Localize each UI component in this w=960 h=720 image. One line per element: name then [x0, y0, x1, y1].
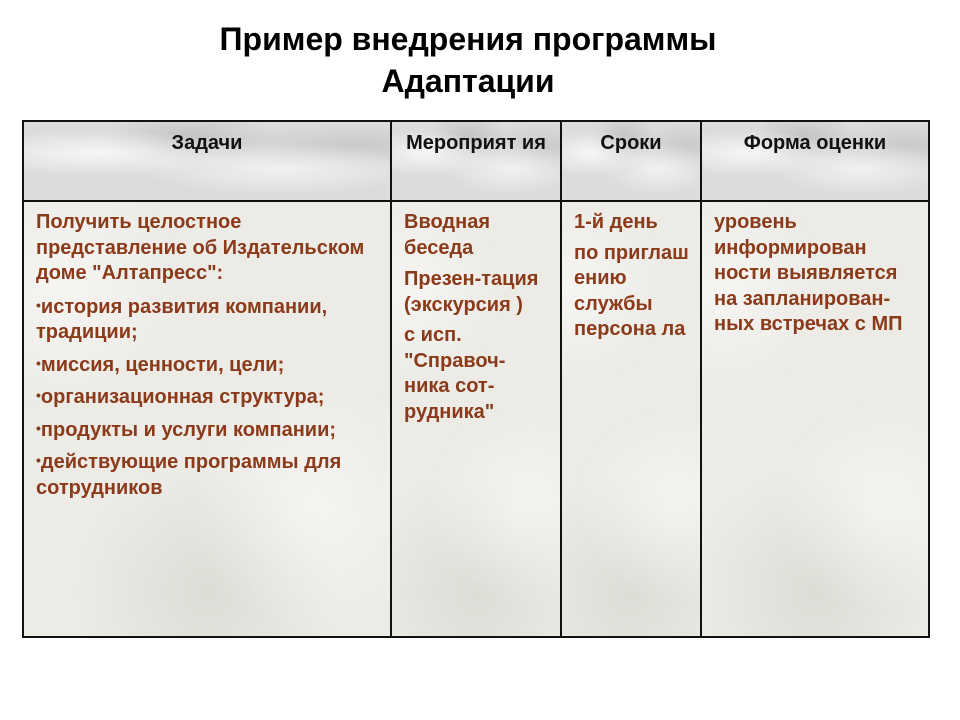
events-item-3: с исп. "Справоч-ника сот-рудника" [404, 324, 506, 423]
title-line-1: Пример внедрения программы [219, 21, 717, 57]
bullet-icon: • [36, 387, 41, 403]
bullet-text: продукты и услуги компании; [40, 418, 337, 441]
header-events [391, 121, 561, 201]
list-item [36, 448, 380, 501]
bullet-text: история развития компании, традиции; [36, 295, 328, 343]
adaptation-table [22, 120, 930, 638]
cell-terms [561, 201, 701, 637]
bullet-icon: • [36, 419, 41, 436]
header-terms: Сроки [561, 121, 701, 201]
assessment-text: уровень информирован ности выявляется на запланирован-ных встречах с МП [714, 211, 903, 335]
list-item [36, 383, 380, 411]
header-tasks: Задачи [23, 121, 391, 201]
cell-events [391, 201, 561, 637]
bullet-text: действующие программы для сотрудников [36, 451, 342, 499]
tasks-intro: Получить целостное представление об Издательском доме "Алтапресс": [36, 211, 365, 284]
header-events-label: Мероприят ия [406, 132, 546, 154]
table-header-row [23, 121, 929, 201]
bullet-text: организационная структура; [40, 386, 325, 408]
terms-item-1: 1-й день [574, 211, 658, 233]
title-line-2: Адаптации [381, 63, 555, 99]
table-row [23, 201, 929, 637]
bullet-text: миссия, ценности, цели; [40, 353, 285, 376]
terms-item-2: по приглаш ению службы персона ла [574, 241, 689, 340]
bullet-icon: • [36, 354, 41, 371]
list-item [36, 293, 380, 346]
slide-title [0, 18, 936, 102]
cell-assessment [701, 201, 929, 637]
cell-tasks [23, 201, 391, 637]
bullet-icon: • [36, 296, 41, 313]
list-item [36, 416, 380, 444]
events-item-1: Вводная беседа [404, 211, 490, 259]
header-assessment: Форма оценки [701, 121, 929, 201]
list-item [36, 351, 380, 379]
bullet-icon: • [36, 452, 41, 468]
events-item-2: Презен-тация (экскурсия ) [404, 268, 539, 316]
